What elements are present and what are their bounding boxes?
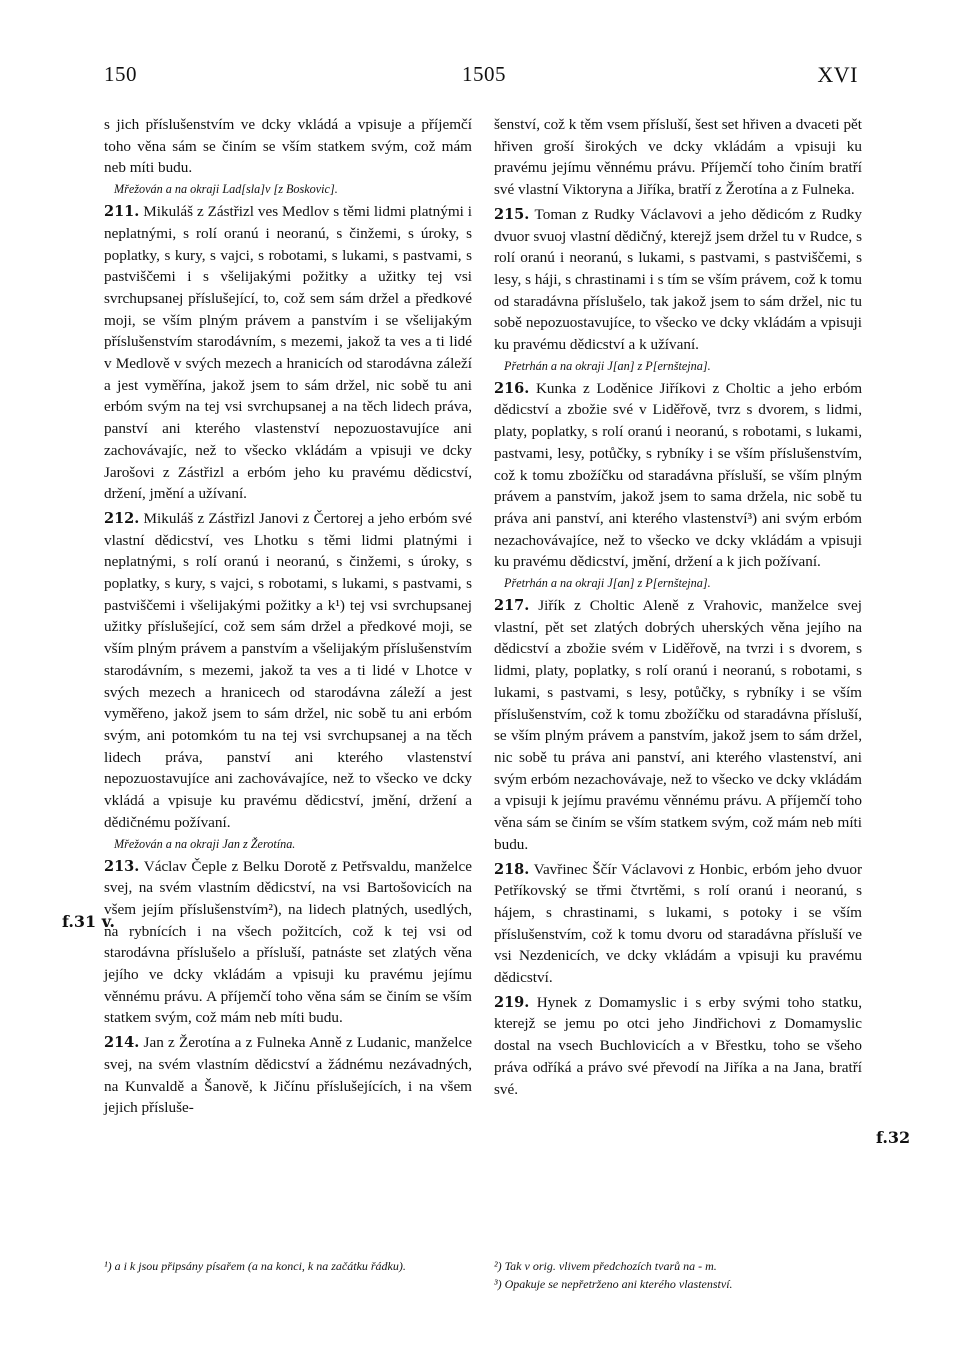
- paragraph-continuation: šenství, což k těm vsem přísluší, šest set hřiven a dvaceti pět hřiven groší širokých ve dcky vkládám a vpisuji ku pravému jejímu věnnému právu. Příjemčí toho činím bratří své vlastní Viktoryna a Jiříka, bratří z Žerotína a z Fulneka.: [494, 116, 862, 199]
- entry-number: 213.: [104, 857, 140, 875]
- page-number: 150: [104, 62, 137, 86]
- paragraph-continuation: s jich příslušenstvím ve dcky vkládá a vpisuje a příjemčí toho věna sám se činím se vším statkem svým, což mám neb míti budu.: [104, 116, 472, 177]
- entry-number: 218.: [494, 860, 530, 878]
- entry-number: 219.: [494, 993, 530, 1011]
- entry-text: Mikuláš z Zástřizl ves Medlov s těmi lidmi platnými i neplatnými, s rolí oranú i neoranú, s činžemi, s úroky, s poplatky, s kury, s vajci, s robotami, s lukami, s pastvami, s pastviščemi i s všelijakými požitky a užitky tej vsi svrchupsanej příslušející, to, což sem sám držel a předkové moji, se vším plným právem a panstvím i se všelijakým příslušenstvím starodávním, s mezemi, jakož ta ves a ti lidé v Medlově v svých mezech a hranicích od starodávna záleží a jest vyměřína, jakož jsem to sám držel, nic sobě tu ani erbóm svým na tej vsi svrchupsanej a na těch lidech práva, panství ani kterého vlastenství nepozuostavujíce ani zachovávajíc, než to všecko vkládám a vpisuji ve dcky Jarošovi z Zástřizl a erbóm jeho ku pravému dědicství, držení, jmění a užívaní.: [104, 203, 473, 503]
- editorial-note: Přetrhán a na okraji J[an] z P[ernštejna].: [504, 358, 711, 373]
- entry-219: [494, 992, 862, 1101]
- entry-text: Hynek z Domamyslic i s erby svými toho statku, kterejž se jemu po otci jeho Jindřichovi z Domamyslic dostal na vsech Buchlovicích a v Břestku, toho se všeho práva odříká a právo své převodí na Jiříka a na Jana, bratří své.: [494, 993, 862, 1098]
- entry-number: 211.: [104, 203, 140, 221]
- entry-216: [494, 378, 862, 573]
- footnote-3: ³) Opakuje se nepřetrženo ani kterého vlastenství.: [494, 1277, 733, 1291]
- running-header: [104, 62, 858, 92]
- entry-number: 217.: [494, 597, 530, 615]
- entry-text: Václav Čeple z Belku Dorotě z Petřsvaldu, manželce svej, na svém vlastním dědicství, na vsi Bartošovicích na všem jejím příslušenstvím²), na lidech platných, usedlých, na rybnících i na všech požitcích, což k tej vsi od starodávna příslušelo a přísluší, patnáste set zlatých věna jejího ve dcky vkládám a vpisuji ku pravému jejímu věnnému právu. A příjemčí toho věna sám se činím se vším statkem svým, což mám neb míti budu.: [104, 857, 473, 1027]
- footnotes-left: [104, 1258, 472, 1276]
- entry-number: 216.: [494, 379, 530, 397]
- right-column: [494, 114, 862, 1100]
- entry-text: Toman z Rudky Václavovi a jeho dědicóm z Rudky dvuor svuoj vlastní dědičný, kterejž jsem držel tu v Rudce, s rolí oranú i neoranú, s lukami, s pastvami, s pastviščemi, s lesy, s háji, s chrastinami i s tím se vším právem, což k tomu od staradávna příslušelo, tak jakož jsem to sám držel, nic tu sobě nepozuostavujíce, to všecko ve dcky vkládám a vpisuji ku pravému dědicství a k užívaní.: [494, 205, 862, 354]
- editorial-note: Mřežován a na okraji Lad[sla]v [z Boskovic].: [114, 182, 338, 197]
- left-column: [104, 114, 472, 1119]
- entry-text: Vavřinec Ščír Václavovi z Honbic, erbóm jeho dvuor Petříkovský se třmi čtvrtěmi, s rolí oranú i neoranú, s hájem, s chrastinami, s lukami, s potoky i se vším příslušenstvím, což k tomu dvoru od staradávna přísluší ve vsi Nezdenicích, ve dcky vkládám a vpisuji ku pravému dědicství.: [494, 860, 862, 987]
- entry-218: [494, 859, 862, 989]
- entry-text: Jiřík z Choltic Aleně z Vrahovic, manželce svej vlastní, pět set zlatých dobrých uherských věna jejího na dědicství a zbožie svém v Liděřově, na tvrzi i s dvorem, s lidmi, platy, poplatky, s rolí oranú i neoranú, s robotami, s lukami, s pastvami, s lesy, potůčky, s rybníky i se vším příslušenstvím, což k tomu zbožíčku od staradávna přísluší, se vším plným právem a panstvím, jakož jsem to sám držel, nic sobě tu práva ani panství, ani kterého vlastenství, ani svým erbóm nezachovávaje, než to všecko ve dcky vkládám a vpisuji k jejímu pravému věnnému právu. A příjemčí toho věna sám se činím se vším statkem svým, což mám neb míti budu.: [494, 597, 862, 853]
- entry-number: 212.: [104, 509, 140, 527]
- editorial-note: Mřežován a na okraji Jan z Žerotína.: [114, 836, 296, 851]
- header-section: XVI: [817, 62, 858, 87]
- margin-folio-right: f.32: [876, 1128, 911, 1147]
- entry-text: Kunka z Loděnice Jiříkovi z Choltic a jeho erbóm dědicství a zbožie své v Liděřově, tvrz s dvorem, s lidmi, platy, poplatky, s rolí oranú i neoranú, s robotami, s lukami, pastvami, lesy, potůčky, s rybníky i se vším příslušenstvím, což k tomu zbožíčku od staradávna přísluší, se vším plným právem a panstvím, jakož jsem to sama držela, nic sobě tu práva ani panství, ani kterého vlastenství³) ani svým erbóm nezachovávajíce, než to všecko ve dcky vkládám a vpisuji ku pravému dědicství, jmění, držení a k jich požívaní.: [494, 379, 863, 571]
- footnotes-right: [494, 1258, 862, 1294]
- footnote-1: ¹) a i k jsou připsány písařem (a na konci, k na začátku řádku).: [104, 1259, 406, 1273]
- header-year: 1505: [462, 62, 506, 86]
- entry-214: [104, 1032, 472, 1119]
- entry-211: [104, 201, 472, 505]
- entry-text: Mikuláš z Zástřizl Janovi z Čertorej a jeho erbóm své vlastní dědicství, ves Lhotku s těmi lidmi platnými i neplatnými, s rolí oranú i neoranú, s činžemi, s úroky, s poplatky, s kury, s vajci, s robotami, s lukami, s pastvami, s pastviščemi i všelijakými požitky a k¹) tej vsi svrchupsanej užitky příslušející, což sem sám držel a předkové moji, se vším plným právem a panstvím a všelijakým příslušenstvím starodávním, s mezemi, jakož ta ves a ti lidé v Lhotce v svých mezech a hranicech od starodávna záleží a jest vyměřeno, jakož jsem to sám držel, nic sobě tu ani erbóm svým, ani potomkóm tu na tej vsi svrchupsanej a na těch lidech práva, panství ani kterého vlastenství nepozuostavujíce ani zachovávajíce, než to všecko ve dcky vkládá a vpisuje ku pravému dědicství, jmění, držení a dědičnému požívaní.: [104, 509, 472, 831]
- entry-212: [104, 508, 472, 834]
- entry-213: [104, 856, 472, 1030]
- entry-number: 214.: [104, 1034, 140, 1052]
- entry-215: [494, 204, 862, 356]
- margin-folio-left: f.31 v.: [62, 912, 115, 931]
- entry-number: 215.: [494, 205, 530, 223]
- entry-text: Jan z Žerotína a z Fulneka Anně z Ludanic, manželce svej, na svém vlastním dědicství a žádnému nezávadných, na Kunvaldě a Šanově, k Jičínu příslušejících, i na všem jejich přísluše-: [104, 1034, 473, 1117]
- entry-217: [494, 595, 862, 855]
- footnote-2: ²) Tak v orig. vlivem předchozích tvarů na - m.: [494, 1259, 717, 1273]
- editorial-note: Přetrhán a na okraji J[an] z P[ernštejna].: [504, 576, 711, 591]
